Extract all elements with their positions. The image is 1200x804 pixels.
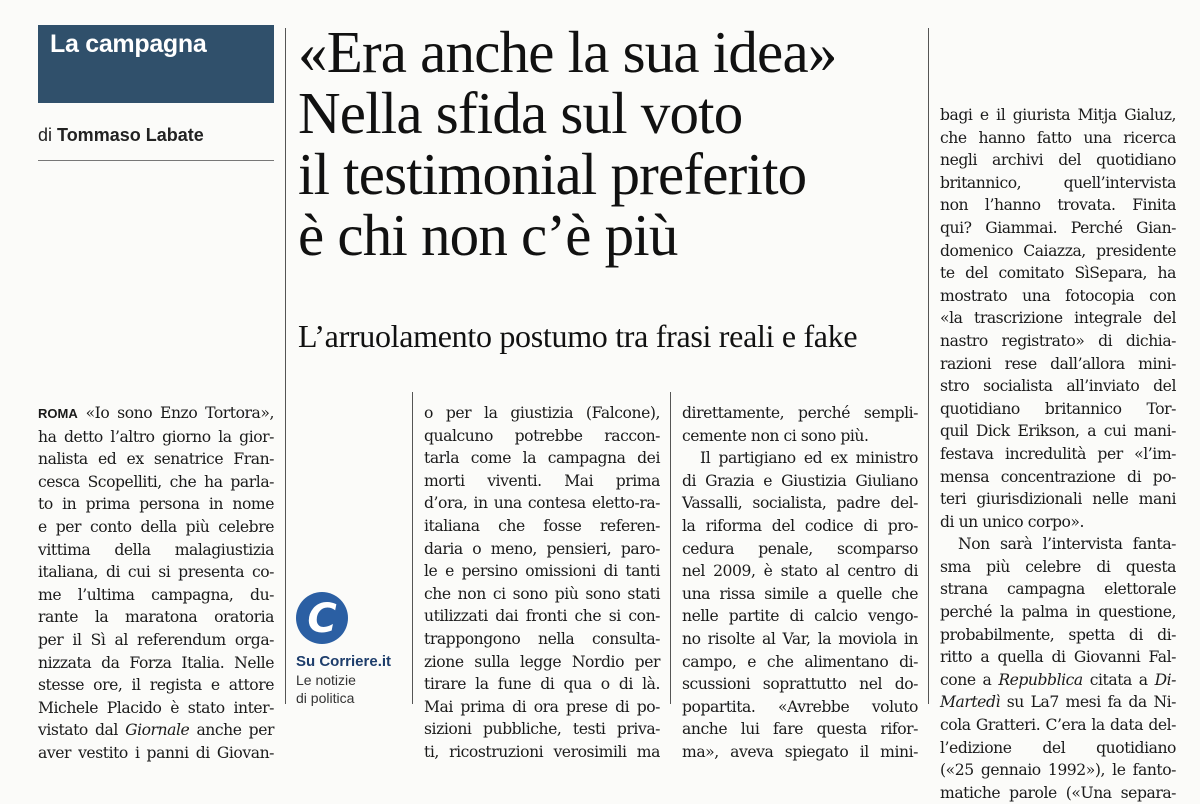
text-line: l’edizione del quotidiano [940, 738, 1176, 757]
text-line: domenico Caiazza, presidente [940, 241, 1176, 260]
byline-prefix: di [38, 125, 53, 145]
text-line: probabilmente, spetta di di- [940, 625, 1176, 644]
text-line: «la trascrizione integrale del [940, 309, 1176, 328]
text-line: ti, ricostruzioni verosimili ma [424, 742, 660, 761]
text-line: zione sulla legge Nordio per [424, 652, 660, 671]
text-line: teri giurisdizionali nelle mani [940, 490, 1176, 509]
text-line: stesse ore, il regista e attore [38, 676, 274, 695]
column-rule-1 [285, 28, 286, 704]
text-line: cone a Repubblica citata a Di- [940, 670, 1176, 689]
headline-line: Nella sfida sul voto [298, 80, 743, 146]
article-column-4 [940, 104, 1176, 804]
column-rule-3 [412, 392, 413, 704]
text-line: ma», aveva spiegato il mini- [682, 742, 918, 761]
headline-line: «Era anche la sua idea» [298, 19, 837, 85]
text-line: ROMA «Io sono Enzo Tortora», [38, 404, 274, 422]
text-line: anche lui fare questa rifor- [682, 720, 918, 739]
text-line: nel 2009, è stato al centro di [682, 562, 918, 581]
text-line: Vassalli, socialista, padre del- [682, 494, 918, 513]
text-line: nelle partite di calcio vengo- [682, 607, 918, 626]
kicker-label: La campagna [50, 30, 207, 58]
text-line: («25 gennaio 1992»), le fanto- [940, 761, 1176, 780]
text-line: Non sarà l’intervista fanta- [958, 535, 1176, 554]
promo-line: Le notizie [296, 672, 356, 688]
text-line: Mai prima di ora prese di po- [424, 697, 660, 716]
headline-line: il testimonial preferito [298, 141, 807, 207]
text-line: nalista ed ex senatrice Fran- [38, 450, 274, 469]
text-line: per il Sì al referendum orga- [38, 630, 274, 649]
text-line: te del comitato SìSepara, ha [940, 264, 1176, 283]
text-line: daria o meno, pensieri, paro- [424, 539, 660, 558]
text-line: tirare la fune di qua o di là. [424, 675, 660, 694]
headline-line: è chi non c’è più [298, 202, 678, 268]
column-rule-4 [670, 392, 671, 704]
text-line: sizioni pubbliche, testi priva- [424, 720, 660, 739]
text-line: quotidiano britannico Tor- [940, 399, 1176, 418]
text-line: perché la palma in questione, [940, 603, 1176, 622]
article-column-1 [38, 402, 274, 765]
text-line: cola Gratteri. C’era la data del- [940, 716, 1176, 735]
text-line: non l’hanno trovata. Finita [940, 196, 1176, 215]
text-line: una rissa simile a quelle che [682, 584, 918, 603]
article-column-2 [424, 402, 660, 764]
text-line: mostrato una fotocopia con [940, 286, 1176, 305]
text-line: strana campagna elettorale [940, 580, 1176, 599]
text-line: utilizzati dai fronti che si con- [424, 607, 660, 626]
text-line: me l’ultima campagna, du- [38, 585, 274, 604]
text-line: qui? Giammai. Perché Gian- [940, 218, 1176, 237]
text-line: britannico, quell’intervista [940, 173, 1176, 192]
text-line: scussioni soprattutto nel do- [682, 675, 918, 694]
text-line: italiana, di cui si presenta co- [38, 563, 274, 582]
text-line: festava incredulità per «l’im- [940, 444, 1176, 463]
text-line: di Grazia e Giustizia Giuliano [682, 471, 918, 490]
text-line: cesca Scopelliti, che ha parla- [38, 472, 274, 491]
text-line: o per la giustizia (Falcone), [424, 404, 660, 422]
corriere-logo-letter: C [307, 596, 337, 642]
text-line: italiana che fosse referen- [424, 516, 660, 535]
byline-divider [38, 160, 274, 161]
text-line: cemente non ci sono più. [682, 426, 869, 445]
text-line: ha detto l’altro giorno la gior- [38, 427, 274, 446]
text-line: qualcuno potrebbe raccon- [424, 426, 660, 445]
byline [38, 125, 204, 146]
text-line: e per conto della più celebre [38, 517, 274, 536]
text-line: bagi e il giurista Mitja Gialuz, [940, 106, 1176, 124]
text-line: nizzata da Forza Italia. Nelle [38, 653, 274, 672]
text-line: matiche parole («Una separa- [940, 783, 1176, 802]
article-column-3 [682, 402, 918, 764]
text-line: vistato dal Giornale anche per [38, 721, 274, 740]
text-line: cedura penale, scomparso [682, 539, 918, 558]
dateline: ROMA [38, 406, 78, 421]
text-line: to in prima persona in nome [38, 495, 274, 514]
text-line: negli archivi del quotidiano [940, 151, 1176, 170]
text-line: morti viventi. Mai prima [424, 471, 660, 490]
promo-line: di politica [296, 690, 355, 706]
text-line: che hanno fatto una ricerca [940, 128, 1176, 147]
subhead: L’arruolamento postumo tra frasi reali e fake [298, 318, 858, 354]
text-line: popartita. «Avrebbe voluto [682, 697, 918, 716]
text-line: ritto a quella di Giovanni Fal- [940, 648, 1176, 667]
text-line: trappongono nella consulta- [424, 629, 660, 648]
text-line: Michele Placido è stato inter- [38, 698, 274, 717]
text-line: aver vestito i panni di Giovan- [38, 743, 274, 762]
text-line: nastro registrato» di dichia- [940, 331, 1176, 350]
text-line: d’ora, in una contesa eletto-ra- [424, 494, 660, 513]
promo-title: Su Corriere.it [296, 653, 392, 670]
text-line: razioni rese dall’allora mini- [940, 354, 1176, 373]
text-line: vittima della malagiustizia [38, 540, 274, 559]
text-line: rante la maratona oratoria [38, 608, 274, 627]
text-line: le e persino omissioni di tanti [424, 562, 660, 581]
text-line: quil Dick Erikson, a cui mani- [940, 422, 1176, 441]
text-line: sma più celebre di questa [940, 557, 1176, 576]
text-line: tarla come la campagna dei [424, 449, 660, 468]
byline-author: Tommaso Labate [57, 125, 204, 145]
text-line: Il partigiano ed ex ministro [700, 449, 918, 468]
text-line: di un unico corpo». [940, 512, 1085, 531]
text-line: Martedì su La7 mesi fa da Ni- [940, 693, 1176, 712]
text-line: direttamente, perché sempli- [682, 404, 918, 422]
text-line: la riforma del codice di pro- [682, 516, 918, 535]
headline [298, 19, 938, 268]
text-line: mensa concentrazione di po- [940, 467, 1176, 486]
text-line: campo, e che alimentano di- [682, 652, 918, 671]
text-line: stro socialista all’inviato del [940, 377, 1176, 396]
text-line: che non ci sono più sono stati [424, 584, 660, 603]
text-line: no risolte al Var, la moviola in [682, 629, 918, 648]
